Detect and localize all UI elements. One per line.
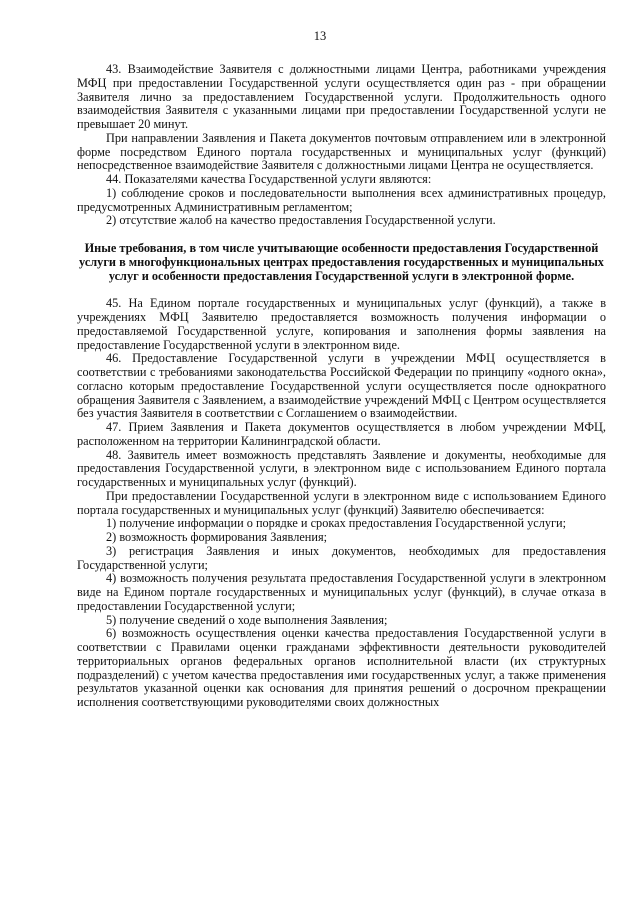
paragraph-postal-submission: При направлении Заявления и Пакета документов почтовым отправлением или в электронной форме посредством Единого портала государственных и муниципальных услуг (функций) непосредственное взаимодействие Заявителя с должностными лицами Центра не осуществляется.	[77, 130, 606, 173]
paragraph-43: 43. Взаимодействие Заявителя с должностными лицами Центра, работниками учреждения МФЦ при предоставлении Государственной услуги осуществляется один раз - при обращении Заявителя лично за предоставлением Государственной услуги. Продолжительность одного взаимодействия Заявителя с указанными лицами при предоставлении Государственной услуги не превышает 20 минут.	[77, 62, 606, 131]
page-number: 13	[313, 29, 327, 43]
paragraph-45: 45. На Едином портале государственных и муниципальных услуг (функций), а также в учреждениях МФЦ Заявителю предоставляется возможность получения информации о предоставляемой Государственной услуге, копирования и заполнения формы заявления на предоставление Государственной услуги в электронном виде.	[77, 296, 606, 352]
list-item-44-1: 1) соблюдение сроков и последовательности выполнения всех административных процедур, предусмотренных Административным регламентом;	[77, 185, 606, 214]
list-item-4: 4) возможность получения результата предоставления Государственной услуги в электронном виде на Едином портале государственных и муниципальных услуг (функций), в случае отказа в предоставлении Государственной услуги;	[77, 571, 606, 613]
document-body	[77, 63, 606, 710]
paragraph-48: 48. Заявитель имеет возможность представлять Заявление и документы, необходимые для предоставления Государственной услуги, в электронном виде с использованием Единого портала государственных и муниципальных услуг (функций).	[77, 447, 606, 489]
list-item-44-2: 2) отсутствие жалоб на качество предоставления Государственной услуги.	[106, 213, 496, 228]
list-item-6: 6) возможность осуществления оценки качества предоставления Государственной услуги в соответствии с Правилами оценки гражданами эффективности деятельности руководителей территориальных органов федеральных органов исполнительной власти (их структурных подразделений) с учетом качества предоставления ими государственных услуг, а также применения результатов указанной оценки как основания для принятия решений о досрочном прекращении исполнения соответствующими руководителями своих должностных	[77, 626, 606, 709]
list-item-1: 1) получение информации о порядке и сроках предоставления Государственной услуги;	[106, 516, 567, 531]
paragraph-44: 44. Показателями качества Государственной услуги являются:	[106, 172, 432, 186]
paragraph-electronic-provision: При предоставлении Государственной услуги в электронном виде с использованием Единого портала государственных и муниципальных услуг (функций) Заявителю обеспечивается:	[77, 488, 606, 517]
list-item-2: 2) возможность формирования Заявления;	[106, 530, 328, 544]
section-title: Иные требования, в том числе учитывающие особенности предоставления Государственной услуги в многофункциональных центрах предоставления государственных и муниципальных услуг и особенности предоставления Государственной услуги в электронной форме.	[79, 241, 604, 283]
list-item-3: 3) регистрация Заявления и иных документов, необходимых для предоставления Государственной услуги;	[77, 543, 606, 572]
paragraph-47: 47. Прием Заявления и Пакета документов осуществляется в любом учреждении МФЦ, расположенном на территории Калининградской области.	[77, 420, 606, 448]
list-item-5: 5) получение сведений о ходе выполнения Заявления;	[106, 612, 388, 627]
paragraph-46: 46. Предоставление Государственной услуги в учреждении МФЦ осуществляется в соответствии с требованиями законодательства Российской Федерации по принципу «одного окна», согласно которым предоставление Государственной услуги осуществляется после однократного обращения Заявителя с Заявлением, а взаимодействие учреждений МФЦ с Центром осуществляется без участия Заявителя в соответствии с Соглашением о взаимодействии.	[77, 351, 606, 421]
